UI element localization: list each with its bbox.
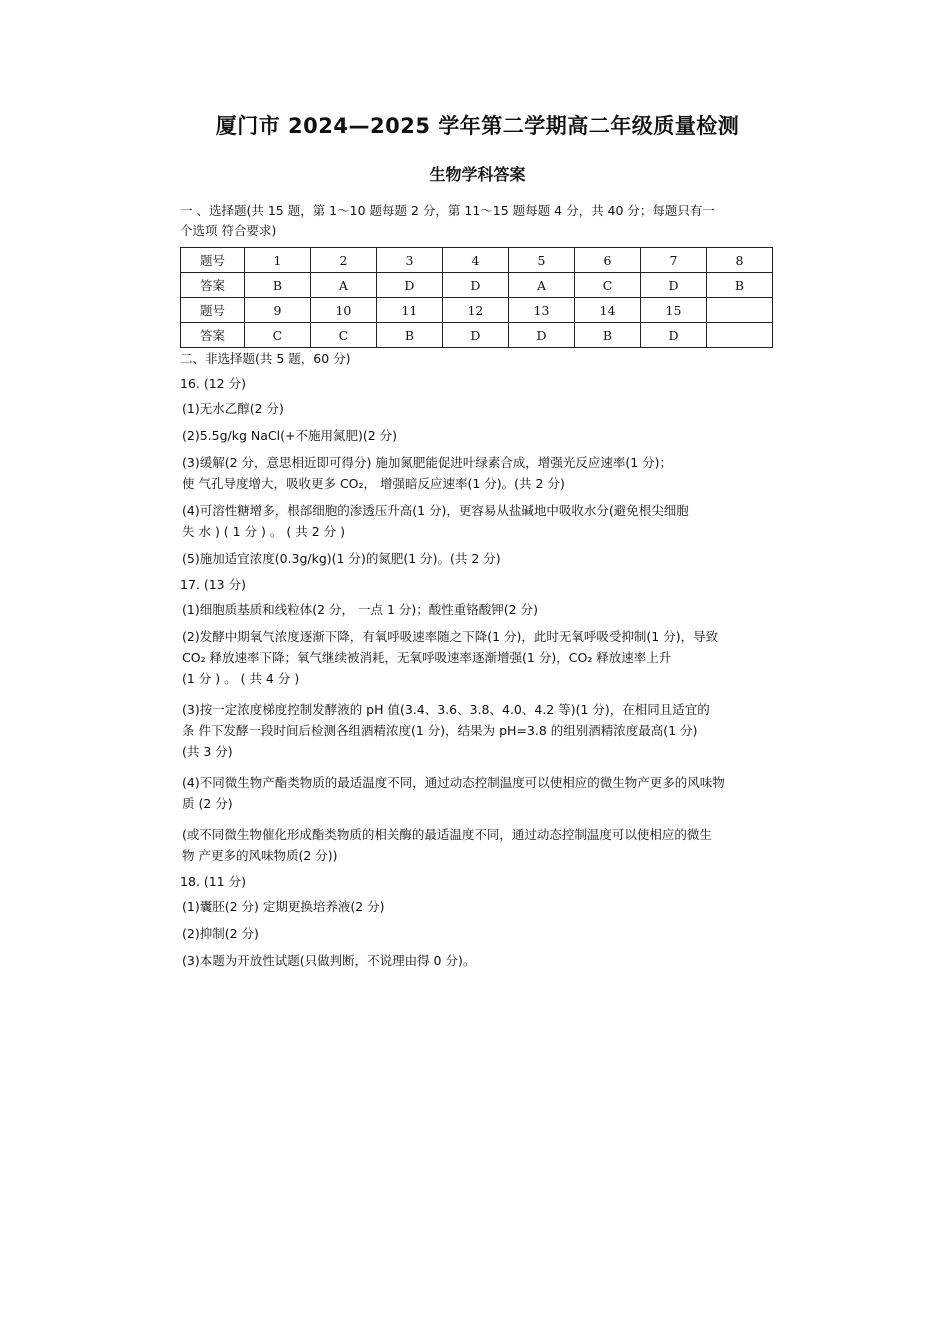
q16-answer-5: (5)施加适宜浓度(0.3g/kg)(1 分)的氮肥(1 分)。(共 2 分) bbox=[182, 551, 501, 566]
answer-table-cell: D bbox=[508, 323, 574, 348]
answer-table-cell bbox=[707, 323, 773, 348]
answer-table-cell: 10 bbox=[310, 298, 376, 323]
answer-table-cell: 1 bbox=[245, 248, 311, 273]
answer-table-cell: 14 bbox=[574, 298, 640, 323]
q18-answer-2: (2)抑制(2 分) bbox=[182, 926, 259, 941]
answer-table-row bbox=[181, 323, 773, 348]
answer-table bbox=[180, 247, 773, 348]
q17-answer-2-line2: CO₂ 释放速率下降；氧气继续被消耗，无氧呼吸速率逐渐增强(1 分)，CO₂ 释放速率上升 bbox=[182, 650, 672, 665]
q17-answer-2-line3: (1 分 ) 。 ( 共 4 分 ) bbox=[182, 671, 300, 686]
answer-table-cell: 6 bbox=[574, 248, 640, 273]
question-16-header: 16. (12 分) bbox=[180, 376, 246, 391]
answer-table-cell: D bbox=[640, 323, 706, 348]
q17-answer-2-line1: (2)发酵中期氧气浓度逐渐下降，有氧呼吸速率随之下降(1 分)，此时无氧呼吸受抑制(1 分)，导致 bbox=[182, 629, 719, 644]
answer-table-cell: 7 bbox=[640, 248, 706, 273]
answer-table-cell: 8 bbox=[707, 248, 773, 273]
answer-table-cell: 5 bbox=[508, 248, 574, 273]
answer-table-cell: C bbox=[310, 323, 376, 348]
q18-answer-1: (1)囊胚(2 分) 定期更换培养液(2 分) bbox=[182, 899, 385, 914]
section-choice-intro-line2: 个选项 符合要求) bbox=[180, 223, 277, 238]
q16-answer-4-line2: 失 水 ) ( 1 分 ) 。 ( 共 2 分 ) bbox=[182, 524, 345, 539]
answer-table-row-header: 答案 bbox=[181, 273, 245, 298]
q16-answer-1: (1)无水乙醇(2 分) bbox=[182, 401, 284, 416]
answer-table-row-header: 题号 bbox=[181, 248, 245, 273]
answer-table-cell: B bbox=[245, 273, 311, 298]
question-17-header: 17. (13 分) bbox=[180, 577, 246, 592]
answer-table-cell: D bbox=[376, 273, 442, 298]
q17-answer-1: (1)细胞质基质和线粒体(2 分， 一点 1 分)；酸性重铬酸钾(2 分) bbox=[182, 602, 538, 617]
answer-table-cell: C bbox=[574, 273, 640, 298]
q17-answer-4-alt bbox=[180, 824, 775, 866]
answer-table-cell: A bbox=[310, 273, 376, 298]
q17-answer-3-line3: (共 3 分) bbox=[182, 744, 233, 759]
section-nonchoice-heading: 二、非选择题(共 5 题，60 分) bbox=[180, 351, 351, 366]
q16-answer-4-line1: (4)可溶性糖增多，根部细胞的渗透压升高(1 分)，更容易从盐碱地中吸收水分(避免根尖细胞 bbox=[182, 503, 689, 518]
answer-table-cell: 12 bbox=[442, 298, 508, 323]
q16-answer-3-line1: (3)缓解(2 分，意思相近即可得分) 施加氮肥能促进叶绿素合成，增强光反应速率(1 分)； bbox=[182, 455, 673, 470]
answer-table-cell: 4 bbox=[442, 248, 508, 273]
section-choice-intro-line1: 一 、选择题(共 15 题，第 1～10 题每题 2 分，第 11～15 题每题 4 分，共 40 分；每题只有一 bbox=[180, 203, 715, 218]
answer-table-cell: D bbox=[442, 323, 508, 348]
q17-answer-4-line2: 质 (2 分) bbox=[182, 796, 233, 811]
question-17 bbox=[180, 575, 775, 866]
page-title: 厦门市 2024—2025 学年第二学期高二年级质量检测 bbox=[215, 114, 740, 138]
q16-answer-3 bbox=[180, 452, 775, 494]
q17-answer-3-line2: 条 件下发酵一段时间后检测各组酒精浓度(1 分)，结果为 pH=3.8 的组别酒精浓度最高(1 分) bbox=[182, 723, 698, 738]
q17-answer-4-alt-line1: (或不同微生物催化形成酯类物质的相关酶的最适温度不同，通过动态控制温度可以使相应的微生 bbox=[182, 827, 712, 842]
answer-table-cell: 9 bbox=[245, 298, 311, 323]
answer-sheet bbox=[180, 110, 775, 977]
q17-answer-4-alt-line2: 物 产更多的风味物质(2 分)) bbox=[182, 848, 338, 863]
q17-answer-4 bbox=[180, 772, 775, 814]
q16-answer-4 bbox=[180, 500, 775, 542]
answer-table-cell: C bbox=[245, 323, 311, 348]
answer-table-cell: B bbox=[376, 323, 442, 348]
question-16 bbox=[180, 374, 775, 569]
answer-table-cell bbox=[707, 298, 773, 323]
answer-table-cell: D bbox=[442, 273, 508, 298]
q17-answer-4-line1: (4)不同微生物产酯类物质的最适温度不同，通过动态控制温度可以使相应的微生物产更多的风味物 bbox=[182, 775, 725, 790]
answer-table-cell: A bbox=[508, 273, 574, 298]
question-18-header: 18. (11 分) bbox=[180, 874, 246, 889]
answer-table-row bbox=[181, 298, 773, 323]
answer-table-cell: 3 bbox=[376, 248, 442, 273]
q17-answer-3-line1: (3)按一定浓度梯度控制发酵液的 pH 值(3.4、3.6、3.8、4.0、4.2 等)(1 分)，在相同且适宜的 bbox=[182, 702, 710, 717]
answer-table-cell: B bbox=[574, 323, 640, 348]
answer-table-row-header: 答案 bbox=[181, 323, 245, 348]
answer-table-cell: 2 bbox=[310, 248, 376, 273]
answer-table-row bbox=[181, 248, 773, 273]
q17-answer-2 bbox=[180, 626, 775, 689]
answer-table-cell: D bbox=[640, 273, 706, 298]
section-choice bbox=[180, 201, 775, 241]
q16-answer-2: (2)5.5g/kg NaCl(+不施用氮肥)(2 分) bbox=[182, 428, 397, 443]
q16-answer-3-line2: 使 气孔导度增大，吸收更多 CO₂， 增强暗反应速率(1 分)。(共 2 分) bbox=[182, 476, 565, 491]
answer-table-cell: 13 bbox=[508, 298, 574, 323]
page-subtitle: 生物学科答案 bbox=[429, 165, 526, 184]
q17-answer-3 bbox=[180, 699, 775, 762]
q18-answer-3: (3)本题为开放性试题(只做判断，不说理由得 0 分)。 bbox=[182, 953, 476, 968]
answer-table-cell: 11 bbox=[376, 298, 442, 323]
question-18 bbox=[180, 872, 775, 971]
answer-table-cell: 15 bbox=[640, 298, 706, 323]
answer-table-cell: B bbox=[707, 273, 773, 298]
answer-table-row bbox=[181, 273, 773, 298]
answer-table-row-header: 题号 bbox=[181, 298, 245, 323]
